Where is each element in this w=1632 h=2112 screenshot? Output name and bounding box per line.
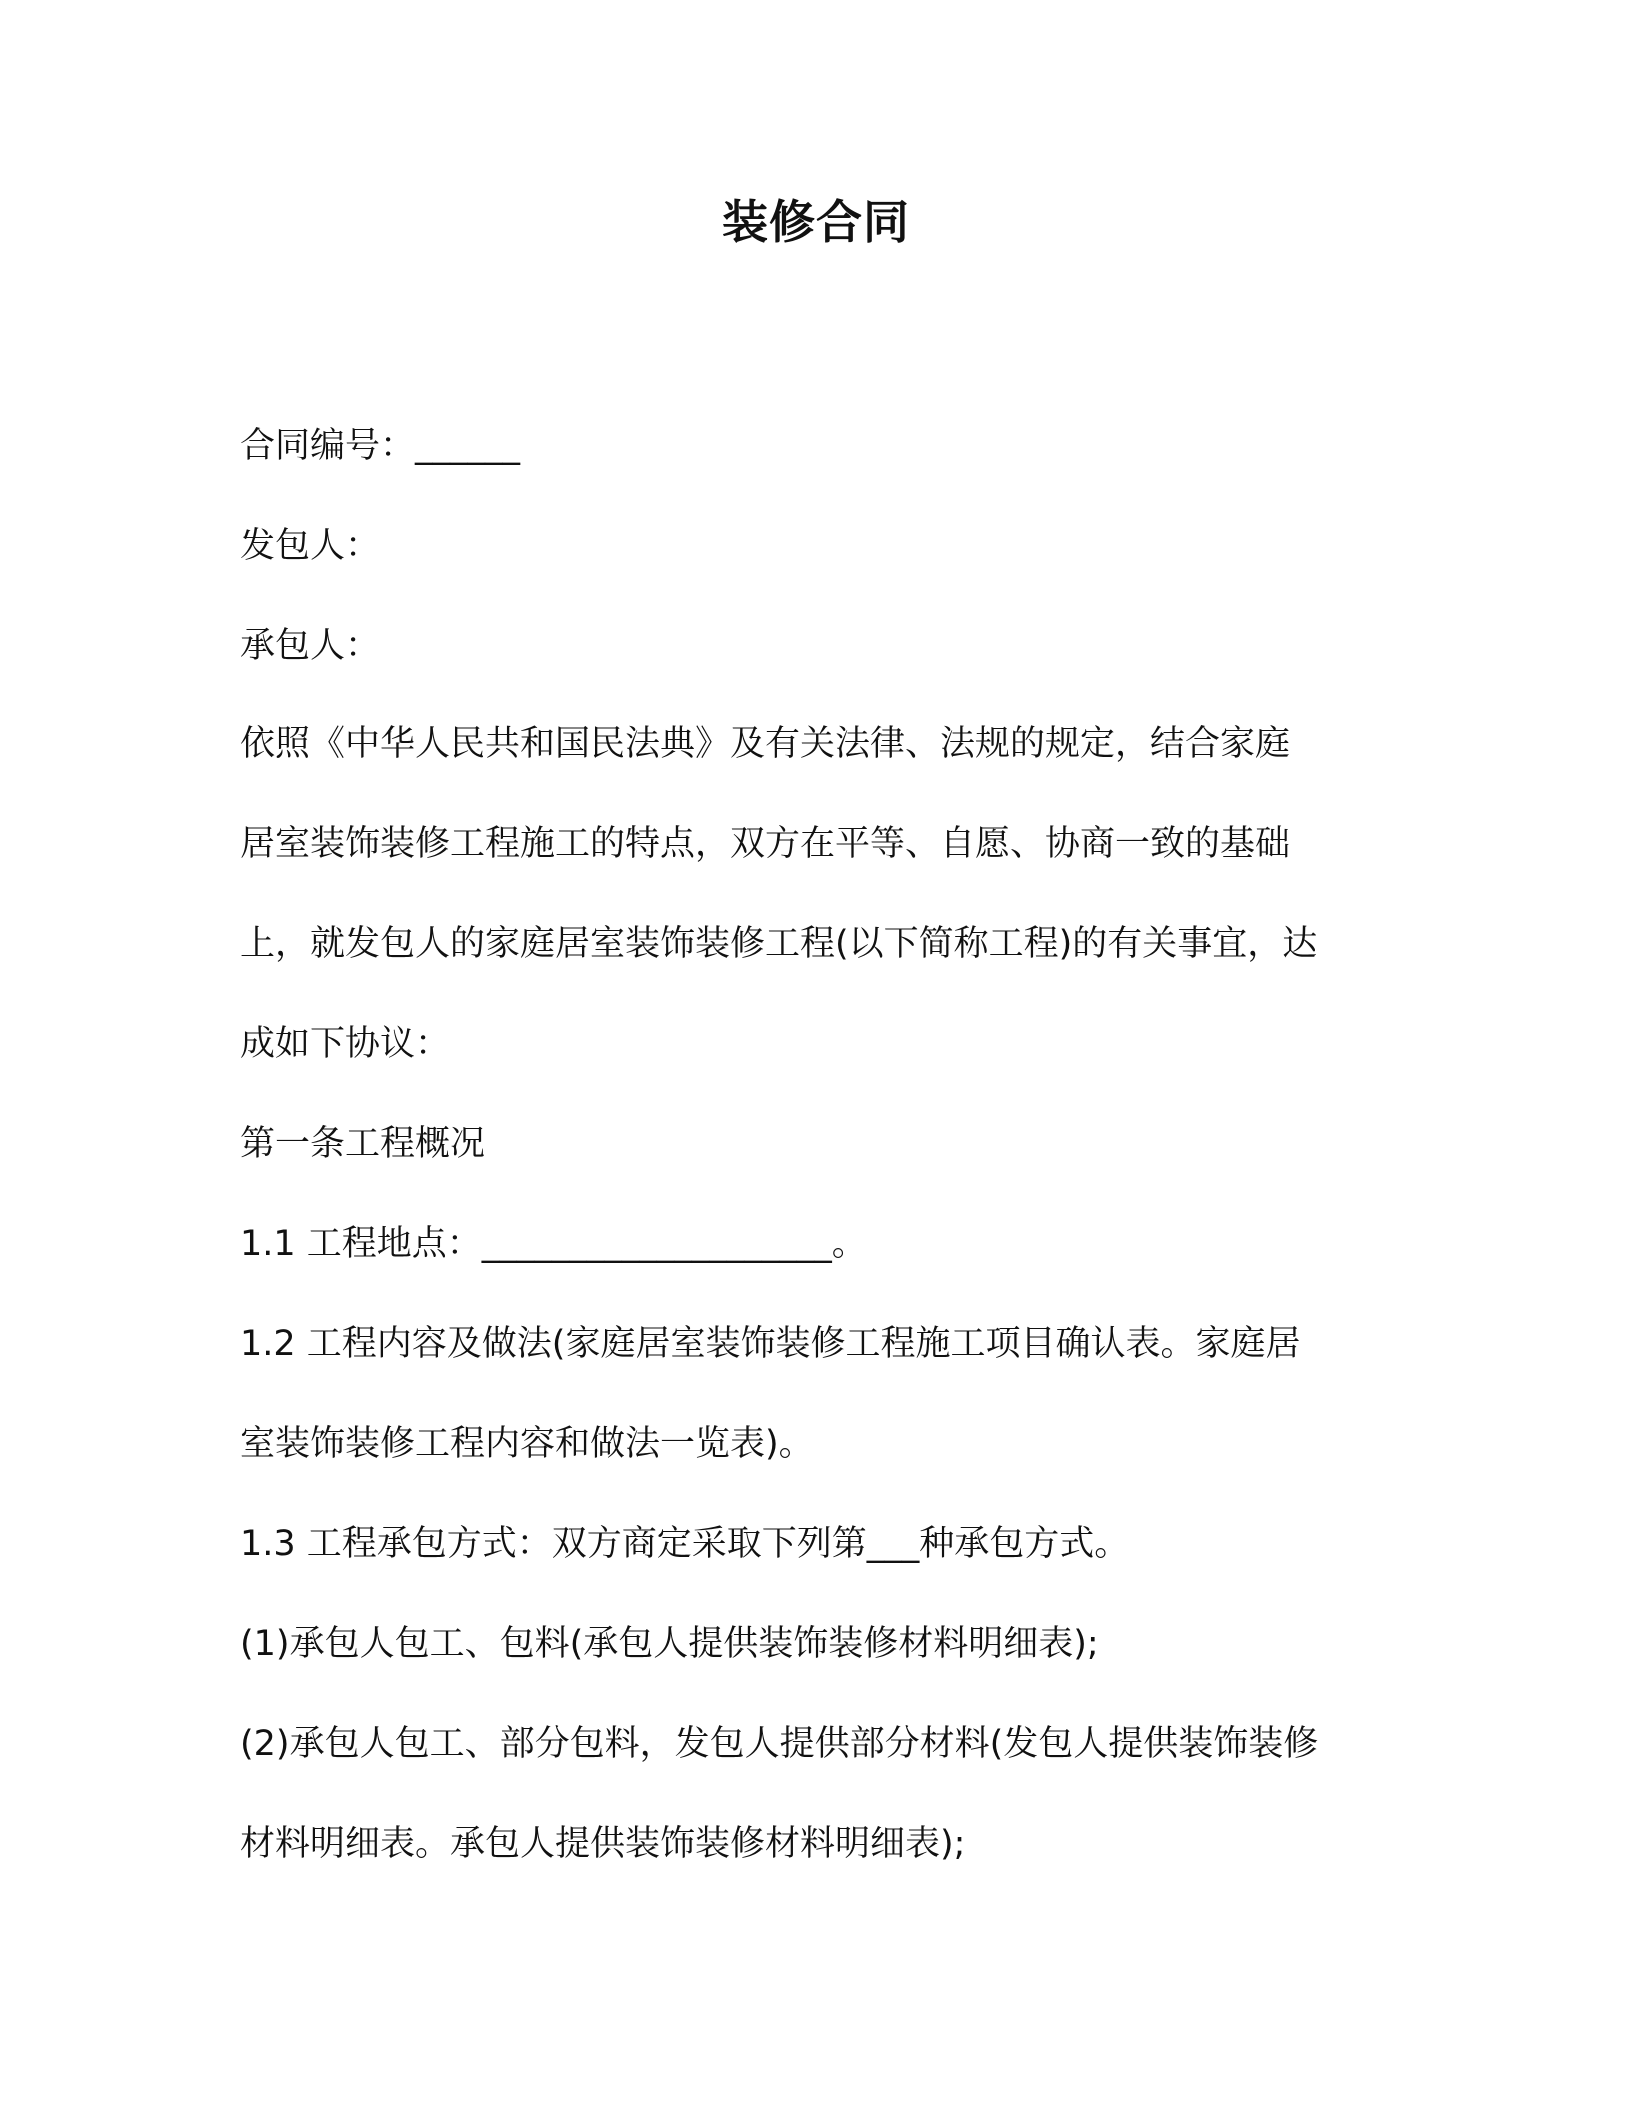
- clause-1-1: 1.1 工程地点：____________________。: [240, 1224, 867, 1264]
- clause-1-3: 1.3 工程承包方式：双方商定采取下列第___种承包方式。: [240, 1524, 1130, 1564]
- employer-line: 发包人：: [240, 526, 381, 566]
- preamble-line-1: 依照《中华人民共和国民法典》及有关法律、法规的规定，结合家庭: [240, 724, 1291, 764]
- option-2-line-2: 材料明细表。承包人提供装饰装修材料明细表);: [240, 1824, 966, 1864]
- preamble-line-4: 成如下协议：: [240, 1024, 451, 1064]
- preamble-line-3: 上，就发包人的家庭居室装饰装修工程(以下简称工程)的有关事宜，达: [240, 924, 1318, 964]
- contractor-line: 承包人：: [240, 626, 381, 666]
- option-2-line-1: (2)承包人包工、部分包料，发包人提供部分材料(发包人提供装饰装修: [240, 1724, 1319, 1764]
- clause-1-2-line-2: 室装饰装修工程内容和做法一览表)。: [240, 1424, 814, 1464]
- article-1-heading: 第一条工程概况: [240, 1124, 486, 1164]
- option-1: (1)承包人包工、包料(承包人提供装饰装修材料明细表);: [240, 1624, 1099, 1664]
- contract-number-line: 合同编号：______: [240, 426, 521, 466]
- preamble-line-2: 居室装饰装修工程施工的特点，双方在平等、自愿、协商一致的基础: [240, 824, 1291, 864]
- clause-1-2-line-1: 1.2 工程内容及做法(家庭居室装饰装修工程施工项目确认表。家庭居: [240, 1324, 1301, 1364]
- document-title: 装修合同: [722, 195, 910, 249]
